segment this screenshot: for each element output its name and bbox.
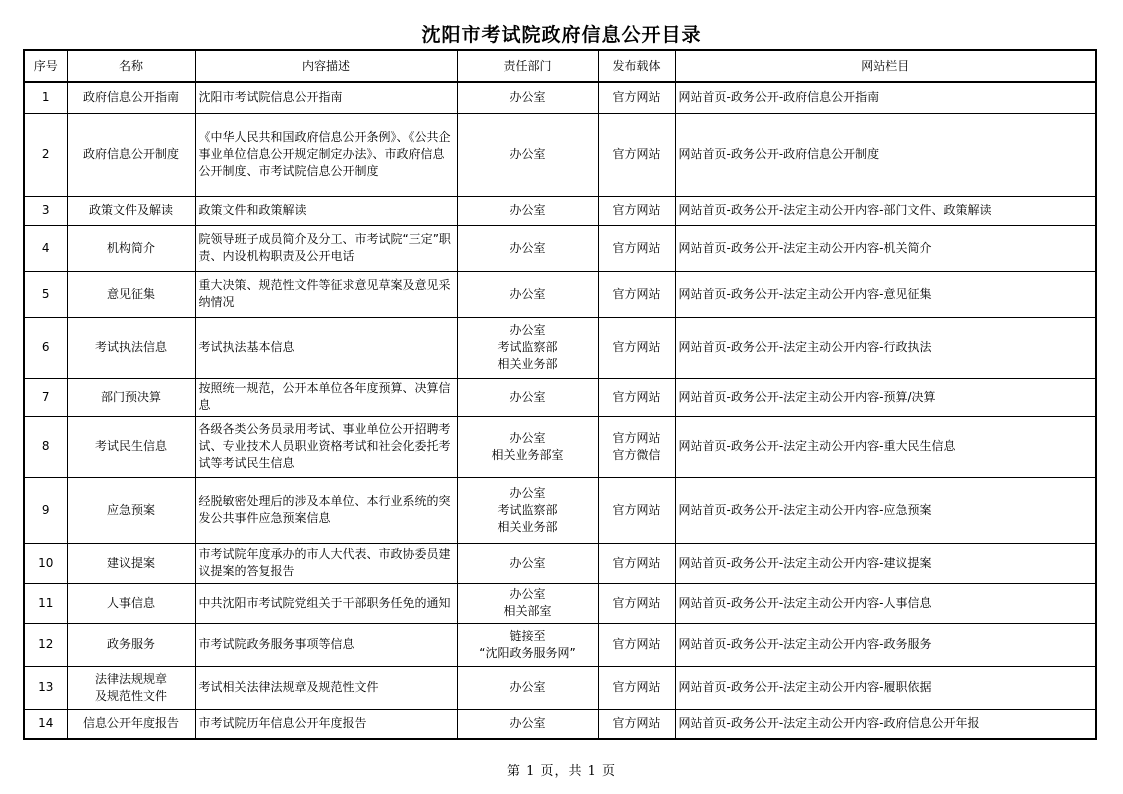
row-website-column: 网站首页-政务公开-法定主动公开内容-行政执法 (675, 317, 1096, 378)
row-number: 6 (24, 317, 67, 378)
row-number: 7 (24, 378, 67, 416)
row-department: 办公室 相关部室 (457, 583, 598, 623)
header-no: 序号 (24, 50, 67, 82)
row-name: 政府信息公开制度 (67, 113, 195, 196)
row-carrier: 官方网站 (598, 378, 675, 416)
row-name: 政府信息公开指南 (67, 82, 195, 113)
table-row (24, 271, 1096, 317)
row-website-column: 网站首页-政务公开-法定主动公开内容-履职依据 (675, 666, 1096, 709)
table-row (24, 623, 1096, 666)
table-row (24, 543, 1096, 583)
header-row (24, 50, 1096, 82)
row-website-column: 网站首页-政务公开-法定主动公开内容-机关简介 (675, 225, 1096, 271)
row-department: 链接至 “沈阳政务服务网” (457, 623, 598, 666)
row-carrier: 官方网站 (598, 583, 675, 623)
row-description: 中共沈阳市考试院党组关于干部职务任免的通知 (195, 583, 457, 623)
row-description: 市考试院政务服务事项等信息 (195, 623, 457, 666)
row-name: 部门预决算 (67, 378, 195, 416)
row-carrier: 官方网站 (598, 317, 675, 378)
row-description: 沈阳市考试院信息公开指南 (195, 82, 457, 113)
row-name: 考试执法信息 (67, 317, 195, 378)
table-row (24, 196, 1096, 225)
row-carrier: 官方网站 (598, 477, 675, 543)
table-row (24, 82, 1096, 113)
row-website-column: 网站首页-政务公开-法定主动公开内容-建议提案 (675, 543, 1096, 583)
row-carrier: 官方网站 (598, 543, 675, 583)
row-department: 办公室 (457, 196, 598, 225)
table-row (24, 416, 1096, 477)
header-column: 网站栏目 (675, 50, 1096, 82)
row-website-column: 网站首页-政务公开-法定主动公开内容-意见征集 (675, 271, 1096, 317)
page-title: 沈阳市考试院政府信息公开目录 (421, 24, 702, 46)
row-description: 经脱敏密处理后的涉及本单位、本行业系统的突发公共事件应急预案信息 (195, 477, 457, 543)
row-department: 办公室 (457, 225, 598, 271)
row-department: 办公室 (457, 709, 598, 739)
row-description: 考试相关法律法规章及规范性文件 (195, 666, 457, 709)
header-name: 名称 (67, 50, 195, 82)
page-footer: 第 1 页，共 1 页 (506, 764, 617, 779)
row-name: 机构简介 (67, 225, 195, 271)
row-name: 法律法规规章 及规范性文件 (67, 666, 195, 709)
row-website-column: 网站首页-政务公开-法定主动公开内容-政务服务 (675, 623, 1096, 666)
row-department: 办公室 (457, 543, 598, 583)
row-description: 市考试院年度承办的市人大代表、市政协委员建议提案的答复报告 (195, 543, 457, 583)
row-website-column: 网站首页-政务公开-政府信息公开制度 (675, 113, 1096, 196)
row-website-column: 网站首页-政务公开-法定主动公开内容-部门文件、政策解读 (675, 196, 1096, 225)
row-carrier: 官方网站 (598, 113, 675, 196)
table-row (24, 378, 1096, 416)
row-name: 人事信息 (67, 583, 195, 623)
row-website-column: 网站首页-政务公开-法定主动公开内容-人事信息 (675, 583, 1096, 623)
row-description: 市考试院历年信息公开年度报告 (195, 709, 457, 739)
row-carrier: 官方网站 (598, 666, 675, 709)
header-carrier: 发布载体 (598, 50, 675, 82)
row-number: 8 (24, 416, 67, 477)
row-website-column: 网站首页-政务公开-政府信息公开指南 (675, 82, 1096, 113)
table-row (24, 225, 1096, 271)
row-carrier: 官方网站 (598, 82, 675, 113)
catalog-table (23, 49, 1097, 740)
row-department: 办公室 考试监察部 相关业务部 (457, 317, 598, 378)
table-row (24, 317, 1096, 378)
row-website-column: 网站首页-政务公开-法定主动公开内容-重大民生信息 (675, 416, 1096, 477)
row-number: 4 (24, 225, 67, 271)
row-department: 办公室 相关业务部室 (457, 416, 598, 477)
row-number: 3 (24, 196, 67, 225)
row-name: 政策文件及解读 (67, 196, 195, 225)
row-name: 考试民生信息 (67, 416, 195, 477)
row-description: 《中华人民共和国政府信息公开条例》、《公共企事业单位信息公开规定制定办法》、市政府信息公开制度、市考试院信息公开制度 (195, 113, 457, 196)
row-website-column: 网站首页-政务公开-法定主动公开内容-预算/决算 (675, 378, 1096, 416)
row-website-column: 网站首页-政务公开-法定主动公开内容-应急预案 (675, 477, 1096, 543)
table-row (24, 666, 1096, 709)
header-dept: 责任部门 (457, 50, 598, 82)
row-number: 10 (24, 543, 67, 583)
row-number: 9 (24, 477, 67, 543)
table-row (24, 113, 1096, 196)
row-number: 2 (24, 113, 67, 196)
row-name: 信息公开年度报告 (67, 709, 195, 739)
row-number: 12 (24, 623, 67, 666)
row-name: 应急预案 (67, 477, 195, 543)
row-number: 13 (24, 666, 67, 709)
row-department: 办公室 (457, 82, 598, 113)
row-website-column: 网站首页-政务公开-法定主动公开内容-政府信息公开年报 (675, 709, 1096, 739)
row-description: 政策文件和政策解读 (195, 196, 457, 225)
row-department: 办公室 (457, 271, 598, 317)
table-row (24, 477, 1096, 543)
row-description: 按照统一规范，公开本单位各年度预算、决算信息 (195, 378, 457, 416)
row-carrier: 官方网站 (598, 623, 675, 666)
row-name: 建议提案 (67, 543, 195, 583)
row-department: 办公室 (457, 666, 598, 709)
row-description: 考试执法基本信息 (195, 317, 457, 378)
table-row (24, 583, 1096, 623)
row-number: 14 (24, 709, 67, 739)
row-number: 11 (24, 583, 67, 623)
table-row (24, 709, 1096, 739)
row-carrier: 官方网站 (598, 225, 675, 271)
row-number: 5 (24, 271, 67, 317)
row-department: 办公室 考试监察部 相关业务部 (457, 477, 598, 543)
row-department: 办公室 (457, 113, 598, 196)
row-carrier: 官方网站 (598, 709, 675, 739)
row-name: 意见征集 (67, 271, 195, 317)
row-description: 院领导班子成员简介及分工、市考试院“三定”职责、内设机构职责及公开电话 (195, 225, 457, 271)
row-carrier: 官方网站 (598, 271, 675, 317)
row-department: 办公室 (457, 378, 598, 416)
row-name: 政务服务 (67, 623, 195, 666)
header-desc: 内容描述 (195, 50, 457, 82)
row-number: 1 (24, 82, 67, 113)
row-carrier: 官方网站 官方微信 (598, 416, 675, 477)
row-description: 各级各类公务员录用考试、事业单位公开招聘考试、专业技术人员职业资格考试和社会化委托考试等考试民生信息 (195, 416, 457, 477)
row-description: 重大决策、规范性文件等征求意见草案及意见采纳情况 (195, 271, 457, 317)
row-carrier: 官方网站 (598, 196, 675, 225)
